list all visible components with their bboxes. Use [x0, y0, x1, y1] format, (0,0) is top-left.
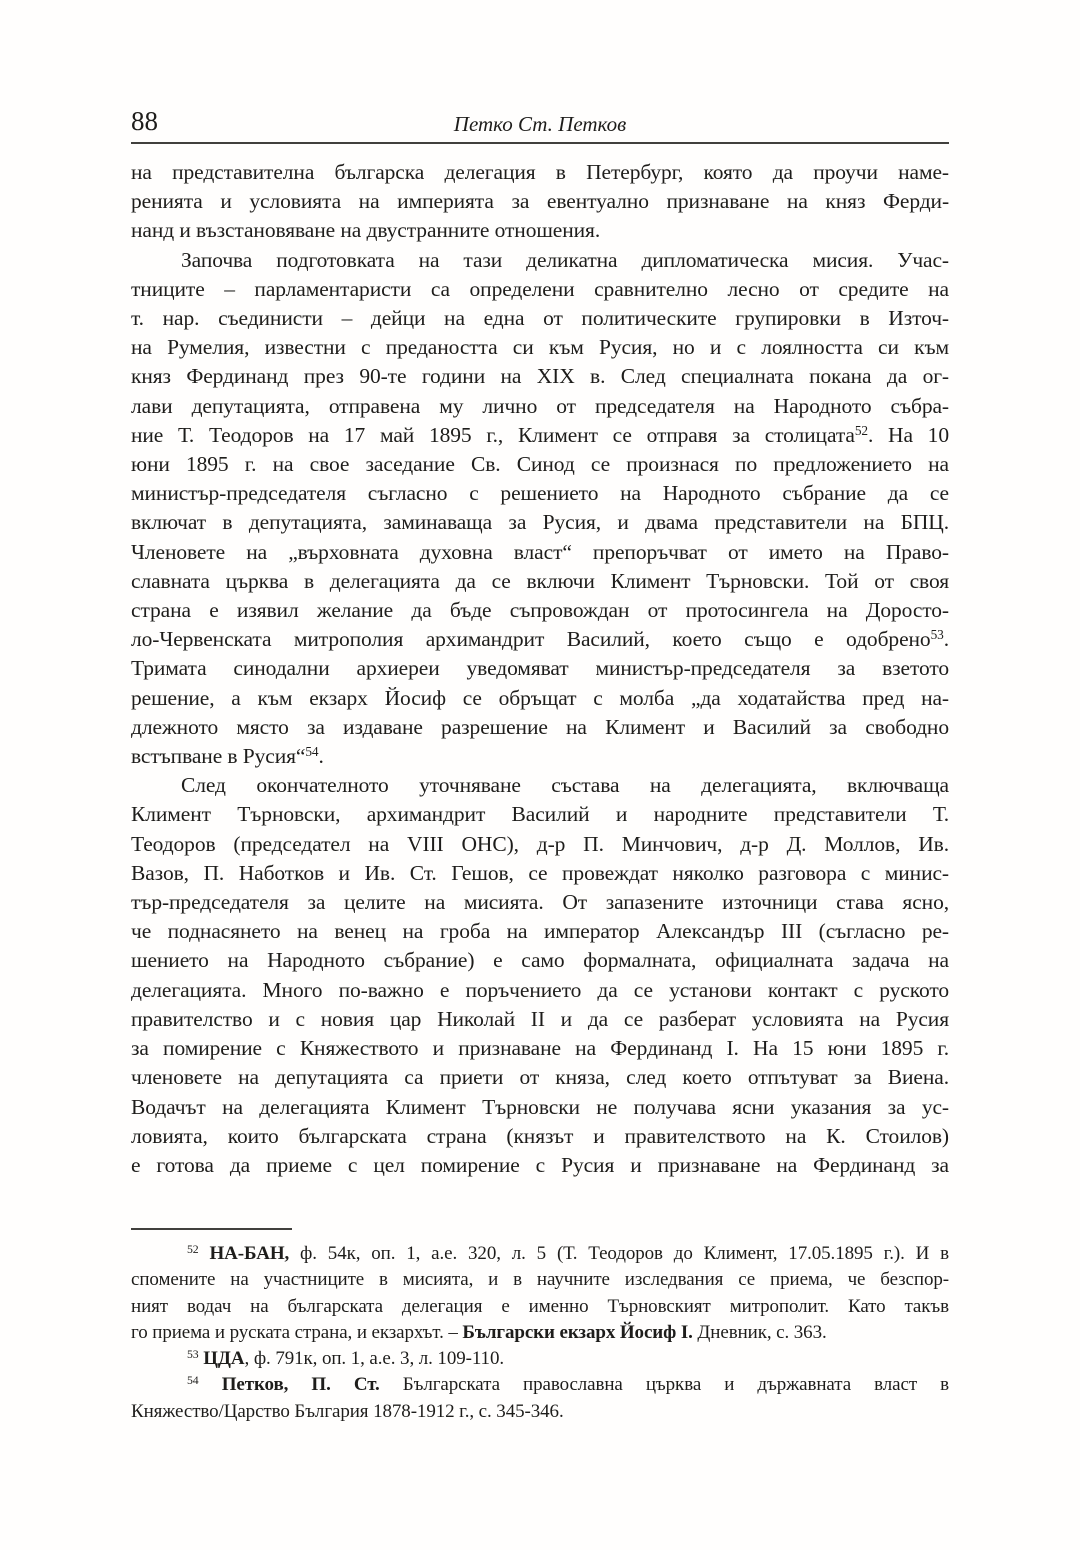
text-line: членовете на депутацията са приети от княза, след което отпътуват за Виена.: [131, 1065, 949, 1090]
text-line: тър-председателя за целите на мисията. От запазените източници става ясно,: [131, 890, 949, 915]
text-line: встъпване в Русия“$^{54}$.: [131, 743, 324, 769]
footnote-line: $^{53}$ ЦДА, ф. 791к, оп. 1, а.е. 3, л. 109-110.: [187, 1347, 504, 1370]
text-line: шението на Народното събрание) е само формалната, официалната задача на: [131, 948, 949, 973]
text-line: княз Фердинанд през 90-те години на XIX в. След специалната покана да ог-: [131, 364, 949, 389]
text-line: на представителна българска делегация в Петербург, която да проучи наме-: [131, 160, 949, 184]
text-line: лави депутацията, отправена му лично от председателя на Народното събра-: [131, 393, 949, 418]
text-line: След окончателното уточняване състава на делегацията, включваща: [181, 773, 949, 798]
text-line: длежното място за издаване разрешение на Климент и Василий за свободно: [131, 714, 949, 739]
paragraph: [131, 246, 949, 772]
footnote: [131, 1372, 949, 1425]
text-line: Теодоров (председател на VIII ОНС), д-р П. Минчович, д-р Д. Моллов, Ив.: [131, 831, 949, 856]
footnote-line: Княжество/Царство България 1878-1912 г., с. 345-346.: [131, 1400, 564, 1422]
text-line: тниците – парламентаристи са определени сравнително лесно от средите на: [131, 276, 949, 301]
footnotes: [131, 1241, 949, 1425]
text-line: Вазов, П. Наботков и Ив. Ст. Гешов, се провеждат няколко разговора с минис-: [131, 860, 949, 885]
footnote-line: го приема и руската страна, и екзархът. – Български екзарх Йосиф I. Дневник, с. 363.: [131, 1321, 827, 1343]
text-line: министър-председателя съгласно с решението на Народното събрание да се: [131, 481, 949, 506]
body-text: [131, 158, 949, 1180]
text-line: Започва подготовката на тази деликатна дипломатическа мисия. Учас-: [181, 247, 949, 272]
text-line: Водачът на делегацията Климент Търновски не получава ясни указания за ус-: [131, 1094, 949, 1119]
text-line: делегацията. Много по-важно е поръчението да се установи контакт с руското: [131, 977, 949, 1002]
footnote-separator: [131, 1228, 292, 1230]
text-line: славната църква в делегацията да се включи Климент Търновски. Той от своя: [131, 568, 949, 593]
footnote-reference: 53: [930, 626, 944, 642]
footnote-reference: 53: [187, 1347, 199, 1361]
text-line: ние Т. Теодоров на 17 май 1895 г., Климент се отправя за столицата$^{52}$. На 10: [131, 422, 949, 447]
text-line: Членовете на „върховната духовна власт“ препоръчват от името на Право-: [131, 539, 949, 564]
footnote-reference: 54: [305, 743, 319, 759]
footnote-reference: 52: [854, 422, 868, 438]
text-line: нанд и възстановяване на двустранните отношения.: [131, 218, 601, 243]
text-line: ло-Червенската митрополия архимандрит Василий, което също е одобрено$^{53}$.: [131, 626, 949, 652]
text-line: Тримата синодални архиереи уведомяват министър-председателя за взетото: [131, 656, 949, 681]
text-line: ренията и условията на империята за евентуално признаване на княз Ферди-: [131, 189, 949, 214]
paragraph: [131, 771, 949, 1180]
footnote-line: $^{52}$ НА-БАН, ф. 54к, оп. 1, а.е. 320, л. 5 (Т. Теодоров до Климент, 17.05.1895 г.). И в: [187, 1242, 950, 1264]
text-line: е готова да приеме с цел помирение с Русия и признаване на Фердинанд за: [131, 1152, 949, 1177]
page-header: [131, 104, 949, 144]
running-title: Петко Ст. Петков: [453, 112, 627, 136]
text-line: страна е изявил желание да бъде съпровождан от протосингела на Доросто-: [131, 598, 949, 623]
text-line: решение, а към екзарх Йосиф се обръщат с молба „да ходатайства пред на-: [131, 685, 949, 710]
footnote: [131, 1241, 949, 1346]
footnote-line: спомените на участниците в мисията, и в научните изследвания се приема, че безспор-: [131, 1269, 949, 1291]
text-line: правителство и с новия цар Николай II и да се разберат условията на Русия: [131, 1006, 949, 1031]
text-line: че поднасянето на венец на гроба на император Александър III (съгласно ре-: [131, 919, 949, 944]
text-line: включат в депутацията, заминаваща за Русия, и двама представители на БПЦ.: [131, 510, 949, 535]
text-line: ловията, които българската страна (князът и правителството на К. Стоилов): [131, 1123, 949, 1148]
text-line: на Румелия, известни с предаността си към Русия, но и с лоялността си към: [131, 335, 949, 360]
page-number: 88: [131, 106, 158, 136]
footnote-line: $^{54}$ Петков, П. Ст. Българската православна църква и държавната власт в: [187, 1374, 950, 1396]
footnote-reference: 54: [187, 1374, 199, 1388]
paragraph: [131, 158, 949, 246]
footnote: [131, 1346, 949, 1372]
text-line: юни 1895 г. на свое заседание Св. Синод се произнася по предложението на: [131, 452, 949, 477]
text-line: за помирение с Княжеството и признаване на Фердинанд I. На 15 юни 1895 г.: [131, 1036, 949, 1061]
footnote-reference: 52: [187, 1242, 199, 1256]
footnote-line: ният водач на българската делегация е именно Търновският митрополит. Като такъв: [131, 1295, 949, 1317]
text-line: Климент Търновски, архимандрит Василий и народните представители Т.: [131, 802, 949, 827]
text-line: т. нар. съединисти – дейци на една от политическите групировки в Източ-: [131, 306, 949, 331]
